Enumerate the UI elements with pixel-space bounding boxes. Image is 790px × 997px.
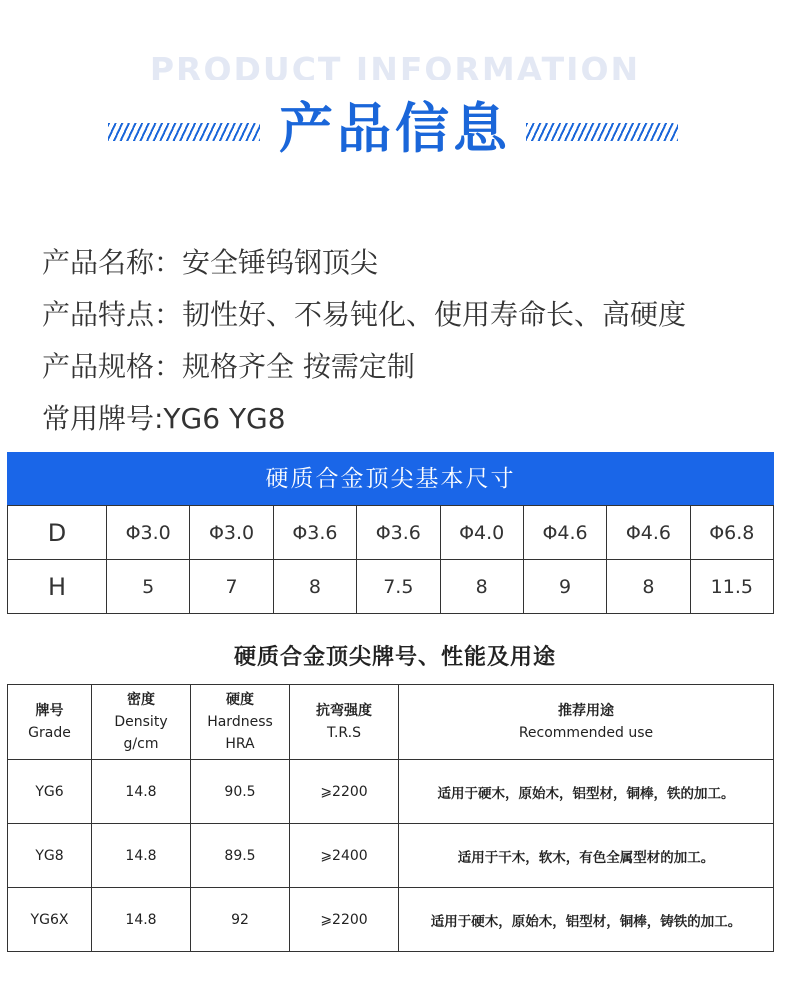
header-cn: 密度: [127, 692, 155, 708]
header-density: [92, 685, 191, 760]
h-value: 7: [190, 560, 273, 614]
ghost-title: PRODUCT INFORMATION: [149, 50, 641, 80]
header-cn: 牌号: [35, 703, 64, 719]
grade-cell: YG6X: [8, 888, 92, 952]
product-features: 产品特点：韧性好、不易钝化、使用寿命长、高硬度: [42, 298, 687, 331]
hardness-cell: 89.5: [191, 824, 290, 888]
header-unit: HRA: [225, 736, 255, 752]
table-row: [8, 824, 774, 888]
h-label: H: [8, 560, 107, 614]
header-trs: [290, 685, 399, 760]
d-value: Φ3.6: [273, 506, 356, 560]
grade-table-title: 硬质合金顶尖牌号、性能及用途: [233, 645, 556, 670]
header-grade: [8, 685, 92, 760]
header-en: Hardness: [207, 714, 273, 730]
page-title: 产品信息: [279, 97, 511, 160]
header-cn: 抗弯强度: [316, 703, 372, 719]
right-stripes-decoration: [526, 123, 678, 141]
d-value: Φ4.6: [523, 506, 606, 560]
trs-cell: ⩾2200: [290, 888, 399, 952]
hardness-cell: 92: [191, 888, 290, 952]
table-row-h: [8, 560, 774, 614]
trs-cell: ⩾2400: [290, 824, 399, 888]
header-en: Recommended use: [518, 725, 654, 741]
header-en: Grade: [28, 725, 71, 741]
use-cell: 适用于干木，软木，有色全属型材的加工。: [399, 824, 774, 888]
h-value: 7.5: [357, 560, 440, 614]
table-row: [8, 888, 774, 952]
d-value: Φ3.0: [107, 506, 190, 560]
product-name: 产品名称：安全锤钨钢顶尖: [42, 246, 379, 279]
d-value: Φ3.6: [357, 506, 440, 560]
d-label: D: [8, 506, 107, 560]
product-spec: 产品规格：规格齐全 按需定制: [42, 350, 415, 383]
table-header-row: [8, 685, 774, 760]
header-unit: g/cm: [123, 736, 159, 752]
trs-cell: ⩾2200: [290, 760, 399, 824]
h-value: 8: [440, 560, 523, 614]
table-row-d: [8, 506, 774, 560]
h-value: 8: [607, 560, 690, 614]
d-value: Φ4.6: [607, 506, 690, 560]
size-table: [7, 505, 774, 614]
table-row: [8, 760, 774, 824]
grade-table: [7, 684, 774, 952]
density-cell: 14.8: [92, 888, 191, 952]
h-value: 8: [273, 560, 356, 614]
size-table-title: 硬质合金顶尖基本尺寸: [7, 452, 774, 506]
h-value: 5: [107, 560, 190, 614]
product-grades: 常用牌号:YG6 YG8: [42, 402, 286, 435]
header-cn: 硬度: [226, 692, 254, 708]
header-use: [399, 685, 774, 760]
d-value: Φ6.8: [690, 506, 773, 560]
header-cn: 推荐用途: [558, 703, 614, 719]
h-value: 11.5: [690, 560, 773, 614]
grade-cell: YG8: [8, 824, 92, 888]
d-value: Φ4.0: [440, 506, 523, 560]
header-en: T.R.S: [327, 725, 361, 741]
use-cell: 适用于硬木，原始木，铝型材，铜棒，铁的加工。: [399, 760, 774, 824]
header-en: Density: [114, 714, 168, 730]
d-value: Φ3.0: [190, 506, 273, 560]
h-value: 9: [523, 560, 606, 614]
header-hardness: [191, 685, 290, 760]
grade-cell: YG6: [8, 760, 92, 824]
density-cell: 14.8: [92, 824, 191, 888]
density-cell: 14.8: [92, 760, 191, 824]
hardness-cell: 90.5: [191, 760, 290, 824]
use-cell: 适用于硬木，原始木，铝型材，铜棒，铸铁的加工。: [399, 888, 774, 952]
